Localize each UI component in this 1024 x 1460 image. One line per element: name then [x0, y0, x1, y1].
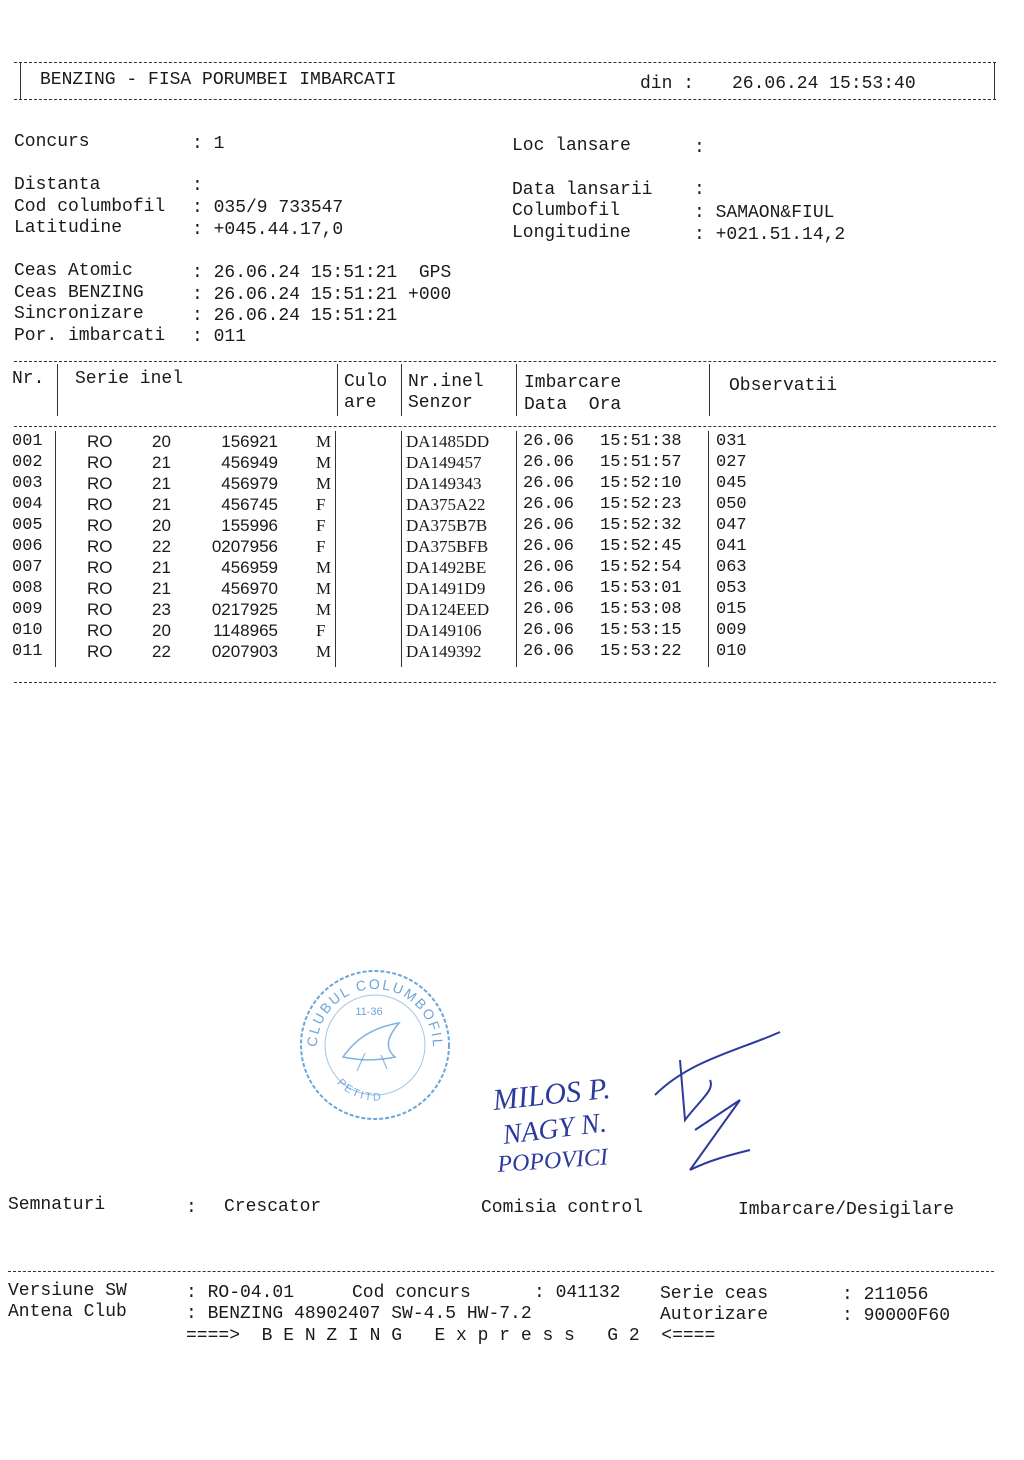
ceas-benzing-label: Ceas BENZING: [14, 283, 144, 303]
col-header-observatii: Observatii: [729, 376, 838, 396]
col-header-data-ora: Data Ora: [524, 395, 622, 415]
row-date: 26.06: [523, 558, 575, 577]
longitudine-value: : +021.51.14,2: [694, 225, 846, 245]
row-sensor: DA1492BE: [406, 558, 487, 577]
row-date: 26.06: [523, 579, 575, 598]
table-row: [0, 642, 1024, 663]
cod-columbofil-label: Cod columbofil: [14, 197, 166, 217]
row-date: 26.06: [523, 600, 575, 619]
row-time: 15:52:10: [600, 474, 682, 493]
row-nr: 002: [12, 453, 43, 472]
benzing-express-banner: ====> B E N Z I N G E x p r e s s G 2 <====: [186, 1326, 716, 1346]
crescator-label: Crescator: [224, 1197, 322, 1217]
col-divider: [337, 364, 338, 416]
handwritten-signatures: [480, 1020, 810, 1190]
row-date: 26.06: [523, 621, 575, 640]
row-date: 26.06: [523, 474, 575, 493]
row-time: 15:53:08: [600, 600, 682, 619]
table-row: [0, 579, 1024, 600]
table-row: [0, 621, 1024, 642]
row-date: 26.06: [523, 495, 575, 514]
latitudine-label: Latitudine: [14, 218, 123, 238]
col-divider: [709, 364, 710, 416]
row-year: 22: [152, 642, 171, 661]
row-sex: M: [316, 642, 332, 661]
row-year: 21: [152, 474, 171, 493]
row-time: 15:52:45: [600, 537, 682, 556]
versiune-sw-label: Versiune SW: [8, 1281, 127, 1301]
header-datetime: 26.06.24 15:53:40: [732, 74, 916, 94]
row-ring-number: 456979: [221, 474, 278, 493]
svg-text:PETITD: [335, 1077, 384, 1104]
row-sex: F: [316, 516, 326, 535]
row-observatii: 031: [716, 432, 747, 451]
antena-club-value: : BENZING 48902407 SW-4.5 HW-7.2: [186, 1304, 532, 1324]
row-sex: M: [316, 432, 332, 451]
row-date: 26.06: [523, 537, 575, 556]
row-ring-number: 1148965: [213, 621, 278, 640]
row-ring-number: 0207903: [211, 642, 278, 661]
club-stamp: [295, 965, 455, 1125]
row-observatii: 053: [716, 579, 747, 598]
row-sex: M: [316, 600, 332, 619]
row-sensor: DA375A22: [406, 495, 486, 514]
row-nr: 011: [12, 642, 43, 661]
table-row: [0, 432, 1024, 453]
row-time: 15:51:57: [600, 453, 682, 472]
sincronizare-label: Sincronizare: [14, 304, 144, 324]
row-nr: 007: [12, 558, 43, 577]
table-top-rule: [14, 361, 996, 362]
concurs-value: : 1: [192, 134, 225, 154]
data-lansarii-value: :: [694, 180, 705, 200]
distanta-label: Distanta: [14, 175, 101, 195]
row-observatii: 009: [716, 621, 747, 640]
din-label: din :: [640, 74, 695, 94]
row-time: 15:52:23: [600, 495, 682, 514]
col-header-culoare: Culo: [344, 372, 388, 392]
row-sensor: DA149343: [406, 474, 482, 493]
row-sex: M: [316, 579, 332, 598]
row-observatii: 047: [716, 516, 747, 535]
row-country: RO: [87, 579, 113, 598]
row-time: 15:51:38: [600, 432, 682, 451]
row-ring-number: 155996: [221, 516, 278, 535]
row-ring-number: 0217925: [211, 600, 278, 619]
signature-nagy: NAGY N.: [501, 1107, 609, 1151]
col-header-nr: Nr.: [12, 369, 45, 389]
header-left-border: [20, 62, 21, 99]
sincronizare-value: : 26.06.24 15:51:21: [192, 306, 398, 326]
serie-ceas-label: Serie ceas: [660, 1284, 769, 1304]
footer-rule: [8, 1271, 994, 1272]
table-row: [0, 537, 1024, 558]
imbarcare-desigilare-label: Imbarcare/Desigilare: [738, 1200, 955, 1220]
document-title: BENZING - FISA PORUMBEI IMBARCATI: [40, 70, 397, 90]
por-imbarcati-label: Por. imbarcati: [14, 326, 166, 346]
concurs-label: Concurs: [14, 132, 90, 152]
row-sex: M: [316, 558, 332, 577]
row-time: 15:53:22: [600, 642, 682, 661]
versiune-sw-value: : RO-04.01: [186, 1283, 295, 1303]
row-date: 26.06: [523, 642, 575, 661]
dove-icon: [343, 1023, 399, 1060]
row-observatii: 045: [716, 474, 747, 493]
row-sensor: DA1485DD: [406, 432, 490, 451]
row-time: 15:52:54: [600, 558, 682, 577]
table-row: [0, 558, 1024, 579]
col-header-imbarcare: Imbarcare: [524, 373, 622, 393]
row-nr: 008: [12, 579, 43, 598]
row-observatii: 063: [716, 558, 747, 577]
table-row: [0, 600, 1024, 621]
signature-popovici: POPOVICI: [496, 1144, 609, 1178]
loc-lansare-label: Loc lansare: [512, 136, 631, 156]
row-date: 26.06: [523, 432, 575, 451]
row-country: RO: [87, 516, 113, 535]
col-header-senzor: Senzor: [408, 393, 473, 413]
row-year: 21: [152, 579, 171, 598]
table-bottom-rule: [14, 682, 996, 683]
col-divider: [57, 364, 58, 416]
row-sex: F: [316, 621, 326, 640]
serie-ceas-value: : 211056: [842, 1285, 929, 1305]
row-observatii: 050: [716, 495, 747, 514]
stamp-bottom-text: PETITD: [334, 1076, 384, 1104]
row-sensor: DA1491D9: [406, 579, 486, 598]
row-nr: 005: [12, 516, 43, 535]
row-nr: 010: [12, 621, 43, 640]
row-country: RO: [87, 453, 113, 472]
ceas-atomic-label: Ceas Atomic: [14, 261, 133, 281]
autorizare-label: Autorizare: [660, 1305, 769, 1325]
stamp-number: 11-36: [355, 1006, 383, 1018]
row-date: 26.06: [523, 453, 575, 472]
row-sensor: DA375B7B: [406, 516, 488, 535]
semnaturi-colon: :: [186, 1198, 197, 1218]
row-country: RO: [87, 474, 113, 493]
row-observatii: 041: [716, 537, 747, 556]
row-year: 21: [152, 558, 171, 577]
row-nr: 009: [12, 600, 43, 619]
row-ring-number: 456949: [221, 453, 278, 472]
row-sensor: DA149457: [406, 453, 482, 472]
loc-lansare-value: :: [694, 138, 705, 158]
row-observatii: 010: [716, 642, 747, 661]
row-ring-number: 156921: [221, 432, 278, 451]
row-sex: F: [316, 537, 326, 556]
col-header-serie-inel: Serie inel: [75, 369, 184, 389]
col-divider: [401, 364, 402, 416]
row-country: RO: [87, 558, 113, 577]
row-nr: 003: [12, 474, 43, 493]
row-year: 20: [152, 621, 171, 640]
col-divider: [516, 364, 517, 416]
table-row: [0, 474, 1024, 495]
row-sensor: DA124EED: [406, 600, 490, 619]
col-header-culoare-2: are: [344, 393, 377, 413]
signature-flourish: [655, 1032, 780, 1170]
row-country: RO: [87, 537, 113, 556]
row-sex: M: [316, 453, 332, 472]
row-country: RO: [87, 432, 113, 451]
row-nr: 006: [12, 537, 43, 556]
row-time: 15:53:01: [600, 579, 682, 598]
signature-milos: MILOS P.: [491, 1071, 612, 1117]
por-imbarcati-value: : 011: [192, 327, 247, 347]
table-row: [0, 453, 1024, 474]
ceas-benzing-value: : 26.06.24 15:51:21 +000: [192, 285, 452, 305]
cod-concurs-value: : 041132: [534, 1283, 621, 1303]
table-row: [0, 516, 1024, 537]
autorizare-value: : 90000F60: [842, 1306, 951, 1326]
row-year: 23: [152, 600, 171, 619]
row-sex: M: [316, 474, 332, 493]
row-ring-number: 456745: [221, 495, 278, 514]
row-sensor: DA149392: [406, 642, 482, 661]
cod-concurs-label: Cod concurs: [352, 1283, 471, 1303]
header-top-rule: [14, 62, 996, 63]
row-year: 22: [152, 537, 171, 556]
row-country: RO: [87, 495, 113, 514]
row-date: 26.06: [523, 516, 575, 535]
row-year: 20: [152, 432, 171, 451]
row-sensor: DA375BFB: [406, 537, 489, 556]
row-ring-number: 456959: [221, 558, 278, 577]
row-year: 20: [152, 516, 171, 535]
antena-club-label: Antena Club: [8, 1302, 127, 1322]
row-ring-number: 456970: [221, 579, 278, 598]
row-observatii: 015: [716, 600, 747, 619]
row-observatii: 027: [716, 453, 747, 472]
latitudine-value: : +045.44.17,0: [192, 220, 344, 240]
row-country: RO: [87, 642, 113, 661]
row-sensor: DA149106: [406, 621, 482, 640]
data-lansarii-label: Data lansarii: [512, 180, 653, 200]
ceas-atomic-value: : 26.06.24 15:51:21 GPS: [192, 263, 452, 283]
comisia-control-label: Comisia control: [481, 1198, 644, 1218]
distanta-value: :: [192, 176, 203, 196]
columbofil-value: : SAMAON&FIUL: [694, 203, 835, 223]
header-right-border: [994, 62, 995, 99]
row-time: 15:52:32: [600, 516, 682, 535]
row-nr: 001: [12, 432, 43, 451]
columbofil-label: Columbofil: [512, 201, 621, 221]
row-country: RO: [87, 621, 113, 640]
row-ring-number: 0207956: [211, 537, 278, 556]
semnaturi-label: Semnaturi: [8, 1195, 106, 1215]
row-time: 15:53:15: [600, 621, 682, 640]
row-year: 21: [152, 495, 171, 514]
table-row: [0, 495, 1024, 516]
cod-columbofil-value: : 035/9 733547: [192, 198, 344, 218]
col-header-nr-inel: Nr.inel: [408, 372, 484, 392]
row-country: RO: [87, 600, 113, 619]
row-year: 21: [152, 453, 171, 472]
row-sex: F: [316, 495, 326, 514]
longitudine-label: Longitudine: [512, 223, 631, 243]
row-nr: 004: [12, 495, 43, 514]
header-bottom-rule: [14, 99, 996, 100]
table-header-rule: [14, 426, 996, 427]
stamp-ring-text: CLUBUL COLUMBOFIL: [303, 975, 447, 1050]
